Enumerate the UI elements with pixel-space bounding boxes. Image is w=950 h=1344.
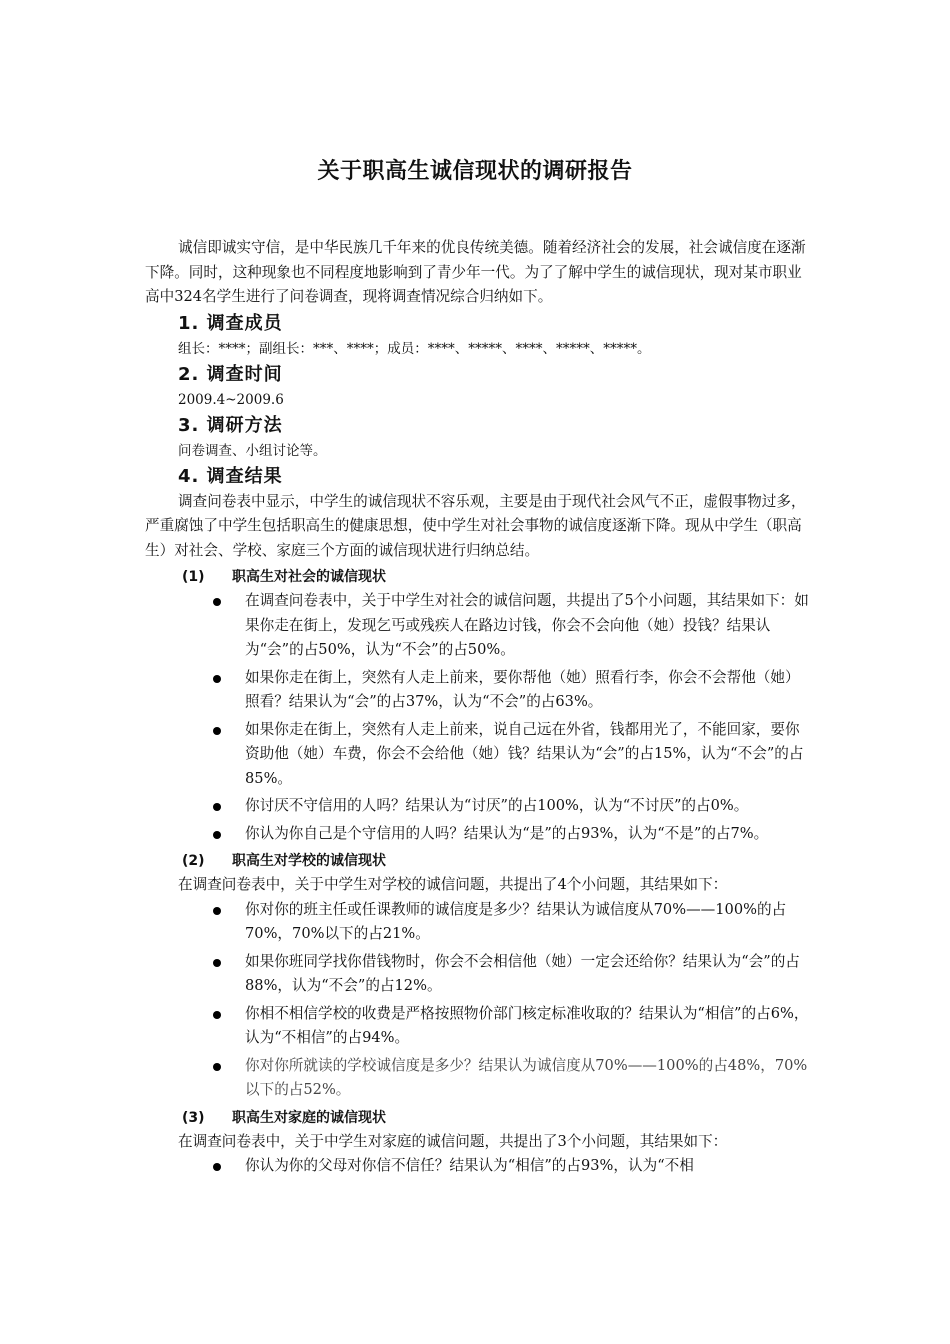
section-heading-time: 2. 调查时间 — [178, 363, 283, 385]
section-heading-members: 1. 调查成员 — [178, 312, 283, 334]
subsection-label: 职高生对家庭的诚信现状 — [232, 1109, 386, 1126]
subsection-label: 职高生对学校的诚信现状 — [232, 853, 386, 869]
subsection-school — [182, 849, 811, 873]
list-item: 你相不相信学校的收费是严格按照物价部门核定标准收取的？结果认为“相信”的占6%，认为“不相信”的占94%。 — [145, 1002, 811, 1051]
list-item: 你认为你自己是个守信用的人吗？结果认为“是”的占93%，认为“不是”的占7%。 — [145, 822, 811, 847]
bullet-icon — [213, 1163, 221, 1171]
method-text: 问卷调查、小组讨论等。 — [178, 442, 327, 459]
subsection-family — [182, 1106, 811, 1130]
list-item: 如果你走在街上，突然有人走上前来，要你帮他（她）照看行李，你会不会帮他（她）照看？结果认为“会”的占37%，认为“不会”的占63%。 — [145, 666, 811, 715]
section-heading-results: 4. 调查结果 — [178, 465, 283, 487]
bullet-icon — [213, 907, 221, 915]
intro-paragraph: 诚信即诚实守信，是中华民族几千年来的优良传统美德。随着经济社会的发展，社会诚信度在逐渐下降。同时，这种现象也不同程度地影响到了青少年一代。为了了解中学生的诚信现状，现对某市职业高中324名学生进行了问卷调查，现将调查情况综合归纳如下。 — [145, 239, 806, 305]
list-item: 如果你走在街上，突然有人走上前来，说自己远在外省，钱都用光了，不能回家，要你资助他（她）车费，你会不会给他（她）钱？结果认为“会”的占15%，认为“不会”的占85%。 — [145, 718, 811, 792]
subsection-society — [182, 565, 811, 589]
bullet-icon — [213, 803, 221, 811]
members-text: 组长：****；副组长：***、****；成员：****、*****、****、*****、*****。 — [178, 340, 651, 357]
list-item: 在调查问卷表中，关于中学生对社会的诚信问题，共提出了5个小问题，其结果如下：如果你走在街上，发现乞丐或残疾人在路边讨钱，你会不会向他（她）投钱？结果认为“会”的占50%，认为“不会”的占50%。 — [145, 589, 811, 663]
family-list — [145, 1154, 811, 1179]
list-item: 你讨厌不守信用的人吗？结果认为“讨厌”的占100%，认为“不讨厌”的占0%。 — [145, 794, 811, 819]
society-list — [145, 589, 811, 846]
page-title: 关于职高生诚信现状的调研报告 — [317, 159, 633, 184]
bullet-icon — [213, 1011, 221, 1019]
subsection-number: (1) — [182, 569, 205, 585]
document-body — [145, 236, 811, 1182]
list-item: 你对你所就读的学校诚信度是多少？结果认为诚信度从70%——100%的占48%，70%以下的占52%。 — [145, 1054, 811, 1103]
list-item: 你对你的班主任或任课教师的诚信度是多少？结果认为诚信度从70%——100%的占70%，70%以下的占21%。 — [145, 898, 811, 947]
school-list — [145, 898, 811, 1103]
subsection-label: 职高生对社会的诚信现状 — [232, 569, 386, 585]
results-paragraph: 调查问卷表中显示，中学生的诚信现状不容乐观，主要是由于现代社会风气不正，虚假事物过多，严重腐蚀了中学生包括职高生的健康思想，使中学生对社会事物的诚信度逐渐下降。现从中学生（职高生）对社会、学校、家庭三个方面的诚信现状进行归纳总结。 — [145, 492, 806, 559]
family-intro: 在调查问卷表中，关于中学生对家庭的诚信问题，共提出了3个小问题，其结果如下： — [178, 1132, 728, 1150]
time-text: 2009.4~2009.6 — [178, 391, 284, 408]
bullet-icon — [213, 831, 221, 839]
bullet-icon — [213, 959, 221, 967]
list-item: 你认为你的父母对你信不信任？结果认为“相信”的占93%，认为“不相 — [145, 1154, 811, 1179]
bullet-icon — [213, 675, 221, 683]
school-intro: 在调查问卷表中，关于中学生对学校的诚信问题，共提出了4个小问题，其结果如下： — [178, 876, 728, 893]
bullet-icon — [213, 727, 221, 735]
bullet-icon — [213, 598, 221, 606]
list-item: 如果你班同学找你借钱物时，你会不会相信他（她）一定会还给你？结果认为“会”的占88%，认为“不会”的占12%。 — [145, 950, 811, 999]
bullet-icon — [213, 1063, 221, 1071]
section-heading-method: 3. 调研方法 — [178, 414, 283, 436]
subsection-number: (2) — [182, 853, 205, 869]
subsection-number: (3) — [182, 1109, 205, 1126]
